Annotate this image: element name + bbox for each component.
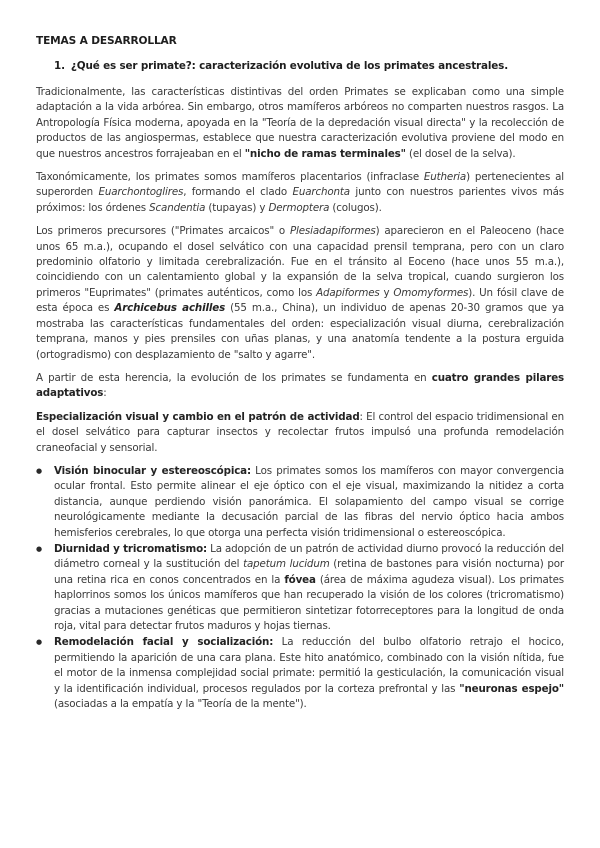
list-item-facial-remodeling: ● Remodelación facial y socialización: La reducción del bulbo olfatorio retrajo el hocico, permitiendo la aparición de una cara plana. Este hito anatómico, combinado con la visión nítida, fue el motor de la inmensa complejidad social primate: permitió la gesticulación, la comunicación visual y la identificación individual, procesos regulados por la corteza prefrontal y las "neuronas espejo" (asociadas a la empatía y la "Teoría de la mente").	[36, 635, 564, 712]
emphasis-archicebus: Archicebus achilles	[114, 302, 226, 315]
paragraph-pillars-intro: A partir de esta herencia, la evolución de los primates se fundamenta en cuatro grandes pilares adaptativos:	[36, 371, 565, 400]
topic-title-text: ¿Qué es ser primate?: caracterización evolutiva de los primates ancestrales.	[70, 60, 508, 72]
topic-title	[54, 59, 564, 74]
paragraph-visual-specialization: Especialización visual y cambio en el patrón de actividad: El control del espacio tridimensional en el dosel selvático para capturar insectos y recolectar frutos impulsó una profunda remodelación craneofacial y sensorial.	[36, 410, 564, 454]
list-item-diurnality: ● Diurnidad y tricromatismo: La adopción de un patrón de actividad diurno provocó la reducción del diámetro corneal y la sustitución del tapetum lucidum (retina de bastones para visión nocturna) por una retina rica en conos concentrados en la fóvea (área de máxima agudeza visual). Los primates haplorrinos somos los únicos mamíferos que han recuperado la visión de los colores (tricromatismo) gracias a mutaciones genéticas que permitieron sintetizar fotorreceptores para la longitud de onda roja, vital para detectar frutos maduros y hojas tiernas.	[36, 542, 564, 634]
bullet-list	[36, 464, 564, 713]
paragraph-introduction: Tradicionalmente, las características distintivas del orden Primates se explicaban como una simple adaptación a la vida arbórea. Sin embargo, otros mamíferos arbóreos no comparten nuestros rasgos. La Antropología Física moderna, apoyada en la "Teoría de la depredación visual directa" y la recolección de productos de las angiospermas, establece que nuestra caracterización evolutiva proviene del modo en que nuestros ancestros forrajeaban en el "nicho de ramas terminales" (el dosel de la selva).	[36, 86, 564, 160]
paragraph-taxonomy: Taxonómicamente, los primates somos mamíferos placentarios (infraclase Eutheria) pertenecientes al superorden Euarchontoglires, formando el clado Euarchonta junto con nuestros parientes vivos más próximos: los órdenes Scandentia (tupayas) y Dermoptera (colugos).	[36, 171, 564, 214]
list-item-binocular-vision: ● Visión binocular y estereoscópica: Los primates somos los mamíferos con mayor convergencia ocular frontal. Esto permite alinear el eje óptico con el eje visual, maximizando la nitidez a corta distancia, aunque perdiendo visión panorámica. El solapamiento del campo visual se corrige neurológicamente mediante la decusación parcial de las fibras del nervio óptico hacia ambos hemisferios cerebrales, lo que otorga una perfecta visión tridimensional o estereoscópica.	[36, 464, 564, 541]
paragraph-precursors: Los primeros precursores ("Primates arcaicos" o Plesiadapiformes) aparecieron en el Paleoceno (hace unos 65 m.a.), ocupando el dosel selvático con una capacidad prensil temprana, pero con un claro predominio olfatorio y limitada cerebralización. Fue en el tránsito al Eoceno (hace unos 55 m.a.), coincidiendo con un calentamiento global y la expansión de la selva tropical, cuando surgieron los primeros "Euprimates" (primates auténticos, como los Adapiformes y Omomyformes). Un fósil clave de esta época es Archicebus achilles (55 m.a., China), un individuo de apenas 20-30 gramos que ya mostraba las características fundamentales del orden: especialización visual diurna, cerebralización temprana, manos y pies prensiles con uñas planas, y una anatomía tendente a la postura erguida (ortogradismo) con desplazamiento de "salto y agarre".	[36, 225, 565, 361]
section-heading: TEMAS A DESARROLLAR	[36, 35, 177, 47]
emphasis-nicho: "nicho de ramas terminales"	[244, 147, 406, 160]
topic-number: 1.	[54, 60, 65, 72]
